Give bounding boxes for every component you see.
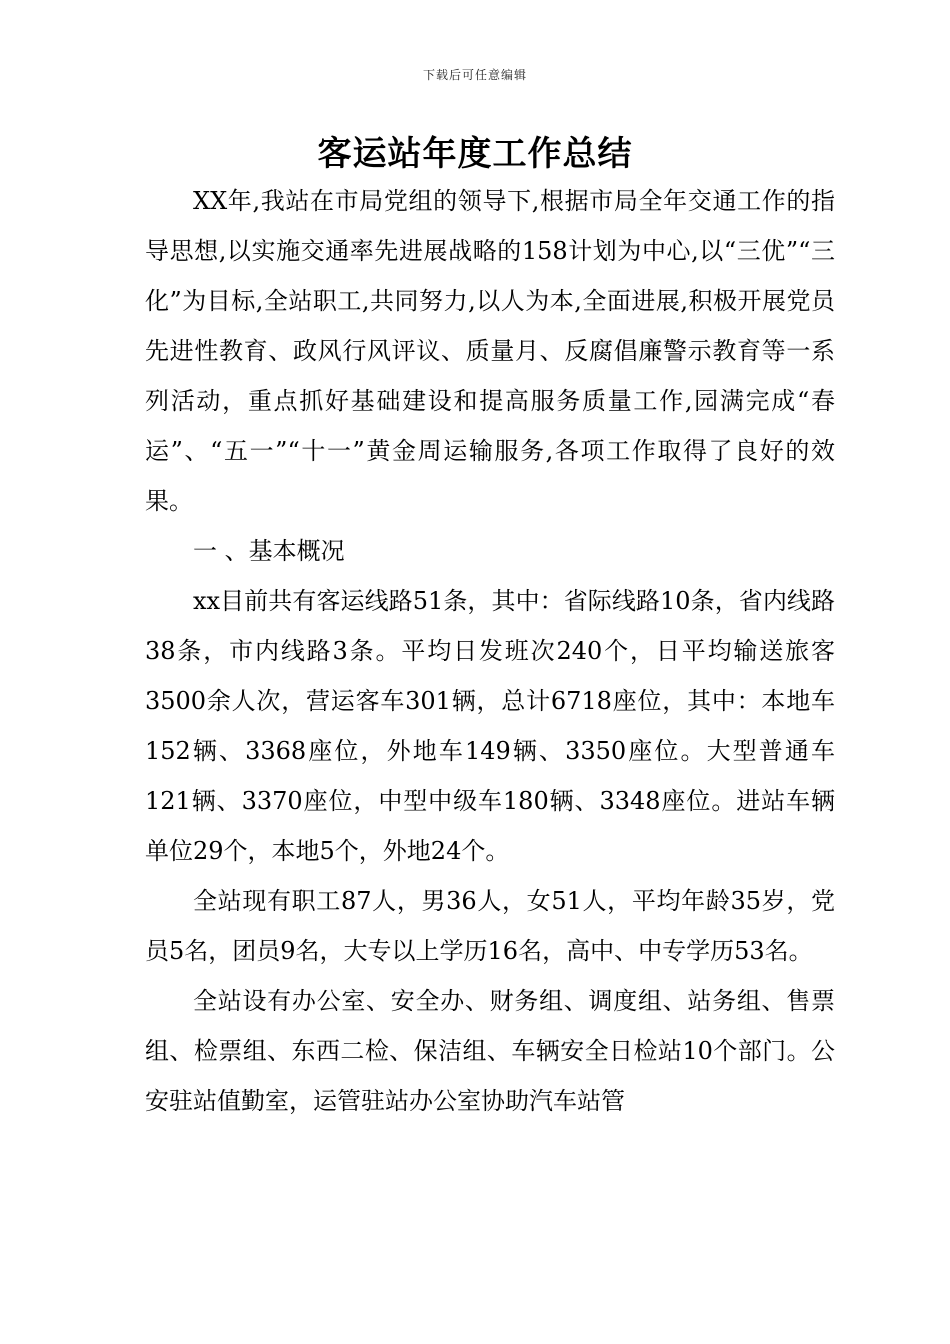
document-title: 客运站年度工作总结 [317,134,633,174]
document-body [145,176,835,1126]
paragraph-departments: 全站设有办公室、安全办、财务组、调度组、站务组、售票组、检票组、东西二检、保洁组、车辆安全日检站10个部门。公安驻站值勤室，运管驻站办公室协助汽车站管 [145,987,835,1115]
paragraph-intro: XX年,我站在市局党组的领导下,根据市局全年交通工作的指导思想,以实施交通率先进展战略的158计划为中心,以“三优”“三化”为目标,全站职工,共同努力,以人为本,全面进展,积极开展党员先进性教育、政风行风评议、质量月、反腐倡廉警示教育等一系列活动，重点抓好基础建设和提高服务质量工作,园满完成“春运”、“五一”“十一”黄金周运输服务,各项工作取得了良好的效果。 [145,187,835,515]
header-note: 下载后可任意编辑 [422,68,527,82]
paragraph-routes-vehicles: xx目前共有客运线路51条，其中：省际线路10条，省内线路38条，市内线路3条。平均日发班次240个，日平均输送旅客3500余人次，营运客车301辆，总计6718座位，其中：本地车152辆、3368座位，外地车149辆、3350座位。大型普通车121辆、3370座位，中型中级车180辆、3348座位。进站车辆单位29个，本地5个，外地24个。 [145,587,835,865]
paragraph-staff: 全站现有职工87人，男36人，女51人，平均年龄35岁，党员5名，团员9名，大专以上学历16名，高中、中专学历53名。 [145,887,835,965]
section-heading-basic-overview: 一 、基本概况 [193,537,345,565]
